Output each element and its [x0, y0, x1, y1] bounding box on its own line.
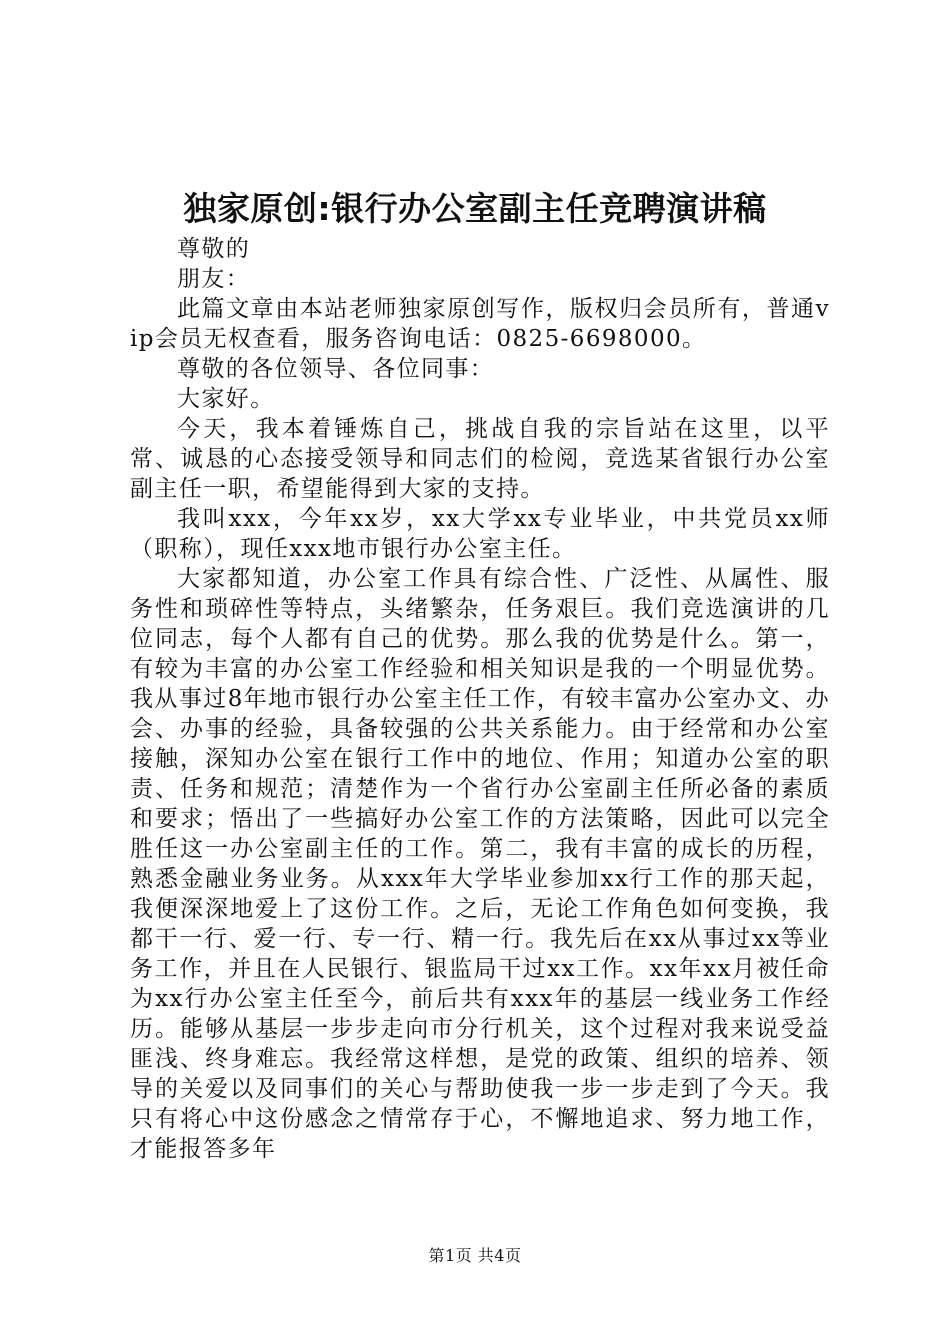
- paragraph-intro: 今天，我本着锤炼自己，挑战自我的宗旨站在这里，以平常、诚恳的心态接受领导和同志们的检阅，竞选某省银行办公室副主任一职，希望能得到大家的支持。: [130, 416, 830, 502]
- paragraph-self-introduction: 我叫xxx，今年xx岁，xx大学xx专业毕业，中共党员xx师（职称），现任xxx地市银行办公室主任。: [130, 506, 830, 562]
- greeting-hello: 大家好。: [177, 386, 275, 412]
- paragraph-advantages: 大家都知道，办公室工作具有综合性、广泛性、从属性、服务性和琐碎性等特点，头绪繁杂，任务艰巨。我们竞选演讲的几位同志，每个人都有自己的优势。那么我的优势是什么。第一，有较为丰富的办公室工作经验和相关知识是我的一个明显优势。我从事过8年地市银行办公室主任工作，有较丰富办公室办文、办会、办事的经验，具备较强的公共关系能力。由于经常和办公室接触，深知办公室在银行工作中的地位、作用；知道办公室的职责、任务和规范；清楚作为一个省行办公室副主任所必备的素质和要求；悟出了一些搞好办公室工作的方法策略，因此可以完全胜任这一办公室副主任的工作。第二，我有丰富的成长的历程，熟悉金融业务业务。从xxx年大学毕业参加xx行工作的那天起，我便深深地爱上了这份工作。之后，无论工作角色如何变换，我都干一行、爱一行、专一行、精一行。我先后在xx从事过xx等业务工作，并且在人民银行、银监局干过xx工作。xx年xx月被任命为xx行办公室主任至今，前后共有xxx年的基层一线业务工作经历。能够从基层一步步走向市分行机关，这个过程对我来说受益匪浅、终身难忘。我经常这样想，是党的政策、组织的培养、领导的关爱以及同事们的关心与帮助使我一步一步走到了今天。我只有将心中这份感念之情常存于心，不懈地追求、努力地工作，才能报答多年: [130, 566, 830, 1162]
- salutation-line-1: 尊敬的: [177, 236, 251, 262]
- salutation-line-2: 朋友：: [177, 266, 251, 292]
- page-number: 第1页 共4页: [428, 1246, 522, 1265]
- copyright-notice: 此篇文章由本站老师独家原创写作，版权归会员所有，普通vip会员无权查看，服务咨询电话：0825-6698000。: [130, 296, 830, 352]
- greeting-audience: 尊敬的各位领导、各位同事：: [177, 356, 495, 382]
- document-body: [130, 234, 830, 1164]
- document-title: 独家原创:银行办公室副主任竞聘演讲稿: [183, 189, 767, 228]
